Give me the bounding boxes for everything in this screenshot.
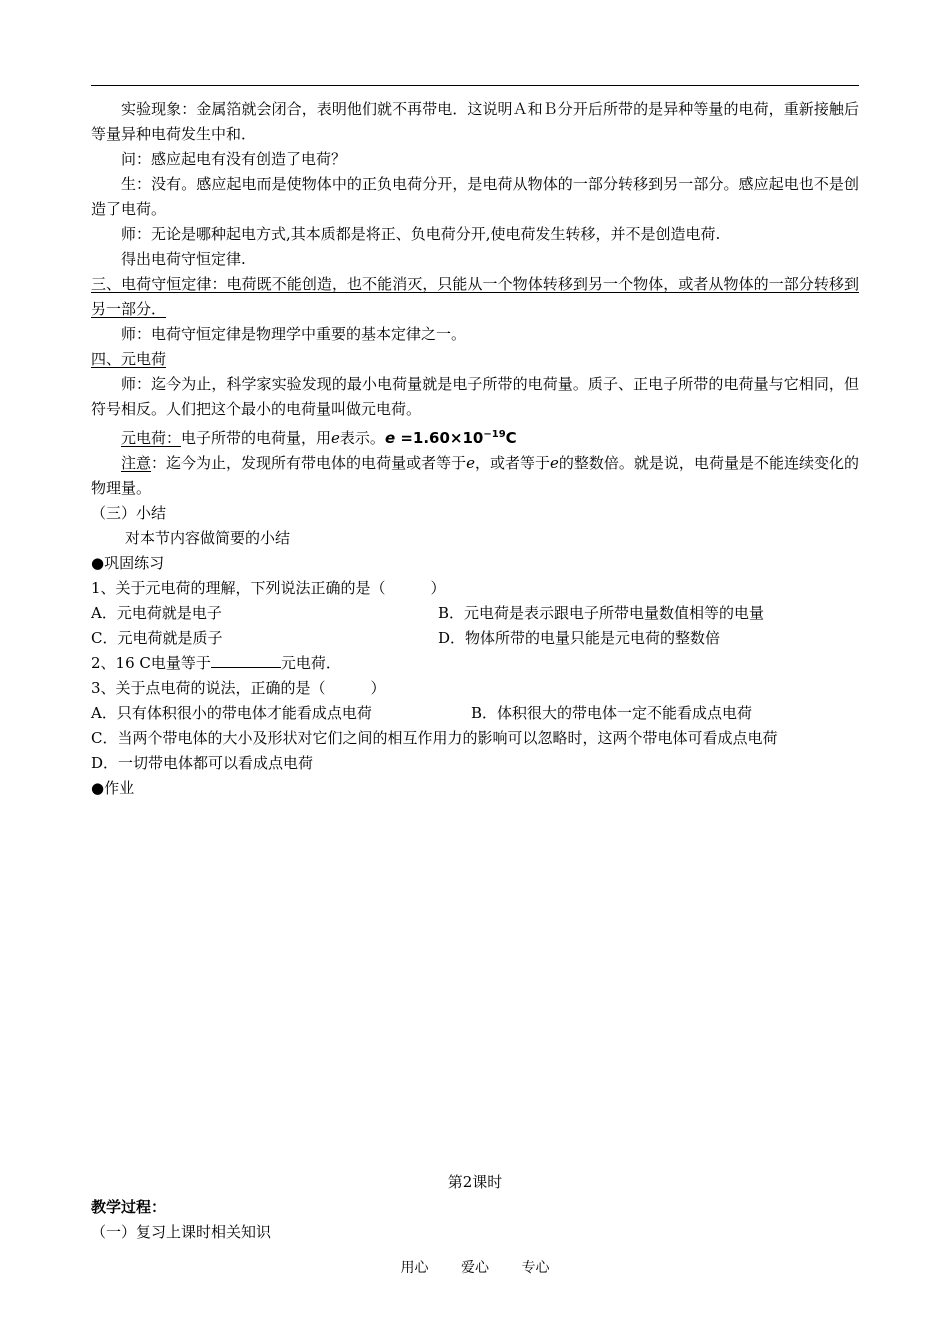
question-1-option-a: A．元电荷就是电子 bbox=[91, 604, 222, 622]
footer-text-3: 专心 bbox=[521, 1260, 550, 1276]
elementary-charge-heading: 四、元电荷 bbox=[91, 350, 167, 368]
homework-heading: ●作业 bbox=[91, 779, 135, 797]
phenomenon-paragraph: 实验现象：金属箔就会闭合，表明他们就不再带电．这说明Ａ和Ｂ分开后所带的是异种等量的电荷，重新接触后等量异种电荷发生中和． bbox=[91, 100, 859, 143]
question-3-options-row-1 bbox=[91, 701, 859, 726]
question-1-option-d: D．物体所带的电量只能是元电荷的整数倍 bbox=[438, 629, 721, 647]
review-heading: （一）复习上课时相关知识 bbox=[91, 1223, 272, 1241]
definition-label: 元电荷： bbox=[121, 429, 182, 447]
practice-heading: ●巩固练习 bbox=[91, 554, 165, 572]
footer-text-1: 用心 bbox=[400, 1260, 429, 1276]
teaching-process-heading: 教学过程： bbox=[91, 1198, 167, 1216]
summary-heading: （三）小结 bbox=[91, 504, 167, 522]
question-1-options-row-2 bbox=[91, 626, 859, 651]
header-rule bbox=[91, 85, 859, 86]
elementary-charge-formula: $e =1.60\times 10^{-19}C$ bbox=[384, 429, 517, 447]
page-footer bbox=[91, 1256, 859, 1281]
summary-text: 对本节内容做简要的小结 bbox=[125, 529, 291, 547]
student-answer-paragraph: 生：没有。感应起电而是使物体中的正负电荷分开，是电荷从物体的一部分转移到另一部分。感应起电也不是创造了电荷。 bbox=[91, 175, 859, 218]
question-1-option-c: C．元电荷就是质子 bbox=[91, 629, 223, 647]
elementary-charge-definition: 元电荷：电子所带的电荷量，用e表示。$e =1.60\times 10^{-19}C$ bbox=[121, 429, 517, 447]
conservation-teacher-paragraph: 师：电荷守恒定律是物理学中重要的基本定律之一。 bbox=[121, 325, 467, 343]
question-3-option-b: B．体积很大的带电体一定不能看成点电荷 bbox=[471, 704, 753, 722]
question-paragraph: 问：感应起电有没有创造了电荷？ bbox=[121, 150, 347, 168]
lesson-2-title: 第2课时 bbox=[447, 1173, 503, 1191]
answer-blank bbox=[211, 652, 281, 668]
question-3-option-d: D．一切带电体都可以看成点电荷 bbox=[91, 754, 314, 772]
note-label: 注意 bbox=[121, 454, 152, 472]
note-paragraph: 注意：迄今为止，发现所有带电体的电荷量或者等于e，或者等于e的整数倍。就是说，电荷量是不能连续变化的物理量。 bbox=[91, 454, 859, 497]
question-2: 2、16 C电量等于 元电荷． bbox=[91, 654, 341, 672]
question-1-option-b: B．元电荷是表示跟电子所带电量数值相等的电量 bbox=[438, 604, 765, 622]
page-content bbox=[91, 97, 859, 801]
elementary-charge-teacher-paragraph: 师：迄今为止，科学家实验发现的最小电荷量就是电子所带的电荷量。质子、正电子所带的电荷量与它相同，但符号相反。人们把这个最小的电荷量叫做元电荷。 bbox=[91, 375, 859, 418]
question-3-option-c: C．当两个带电体的大小及形状对它们之间的相互作用力的影响可以忽略时，这两个带电体可看成点电荷 bbox=[91, 729, 778, 747]
question-1: 1、关于元电荷的理解，下列说法正确的是（ ） bbox=[91, 579, 446, 597]
question-3-option-a: A．只有体积很小的带电体才能看成点电荷 bbox=[91, 704, 372, 722]
conclusion-paragraph: 得出电荷守恒定律. bbox=[121, 250, 246, 268]
question-1-options-row-1 bbox=[91, 601, 859, 626]
conservation-law-heading: 三、电荷守恒定律：电荷既不能创造，也不能消灭，只能从一个物体转移到另一个物体，或者从物体的一部分转移到另一部分． bbox=[91, 275, 859, 318]
footer-text-2: 爱心 bbox=[461, 1260, 489, 1276]
teacher-paragraph: 师：无论是哪种起电方式,其本质都是将正、负电荷分开,使电荷发生转移，并不是创造电荷. bbox=[121, 225, 721, 243]
question-3: 3、关于点电荷的说法，正确的是（ ） bbox=[91, 679, 386, 697]
